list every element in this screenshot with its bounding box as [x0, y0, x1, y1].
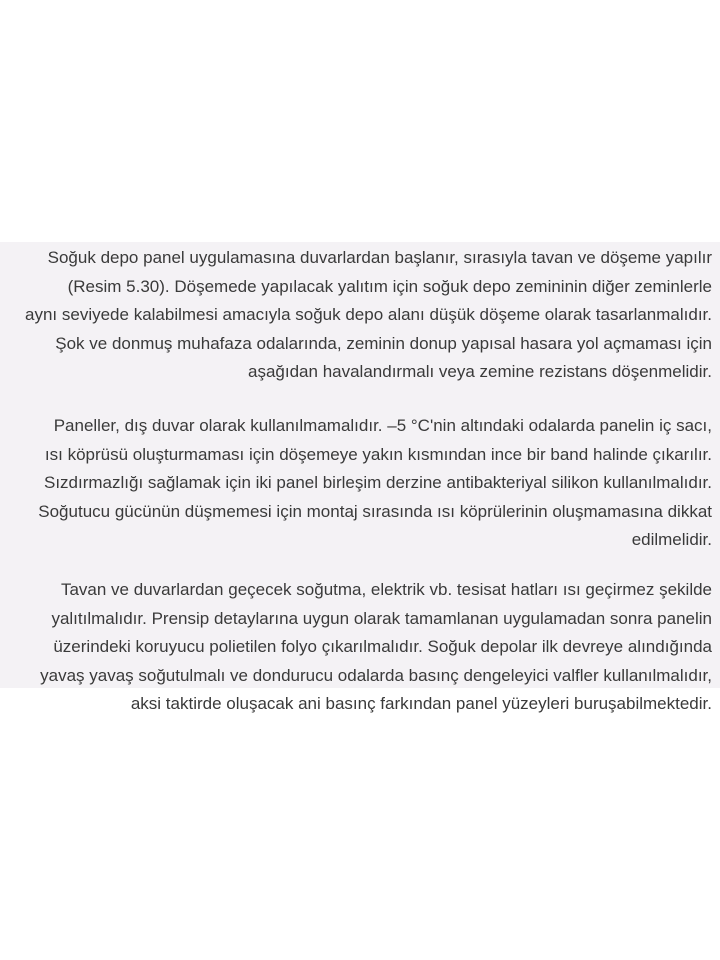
text-line: aksi taktirde oluşacak ani basınç farkından panel yüzeyleri buruşabilmektedir.: [130, 694, 712, 714]
text-line: edilmelidir.: [631, 530, 712, 550]
text-line: aynı seviyede kalabilmesi amacıyla soğuk depo alanı düşük döşeme olarak tasarlanmalıdır.: [25, 305, 712, 325]
text-line: ısı köprüsü oluşturmaması için döşemeye yakın kısmından ince bir band halinde çıkarılır.: [44, 444, 712, 464]
text-line: (Resim 5.30). Döşemede yapılacak yalıtım için soğuk depo zemininin diğer zeminlerle: [67, 276, 712, 296]
text-line: yavaş yavaş soğutulmalı ve dondurucu odalarda basınç dengeleyici valfler kullanılmalıdır,: [40, 665, 712, 685]
paragraph-1: [14, 244, 712, 387]
paragraph-3: [14, 576, 712, 719]
paragraph-2: [14, 412, 712, 555]
text-line: aşağıdan havalandırmalı veya zemine rezistans döşenmelidir.: [248, 362, 712, 382]
text-line: yalıtılmalıdır. Prensip detaylarına uygun olarak tamamlanan uygulamadan sonra panelin: [51, 608, 712, 628]
text-line: Soğutucu gücünün düşmemesi için montaj sırasında ısı köprülerinin oluşmamasına dikkat: [38, 501, 712, 521]
text-line: üzerindeki koruyucu polietilen folyo çıkarılmalıdır. Soğuk depolar ilk devreye alındığında: [53, 637, 712, 657]
text-line: Tavan ve duvarlardan geçecek soğutma, elektrik vb. tesisat hatları ısı geçirmez şekilde: [60, 580, 712, 599]
text-line: Sızdırmazlığı sağlamak için iki panel birleşim derzine antibakteriyal silikon kullanılmalıdır.: [44, 473, 712, 493]
text-line: Şok ve donmuş muhafaza odalarında, zeminin donup yapısal hasara yol açmaması için: [55, 333, 712, 353]
text-panel: [0, 242, 720, 714]
text-line: Paneller, dış duvar olarak kullanılmamalıdır. –5 °C'nin altındaki odalarda panelin iç sacı,: [53, 416, 712, 435]
text-line: Soğuk depo panel uygulamasına duvarlardan başlanır, sırasıyla tavan ve döşeme yapılır: [47, 248, 712, 267]
